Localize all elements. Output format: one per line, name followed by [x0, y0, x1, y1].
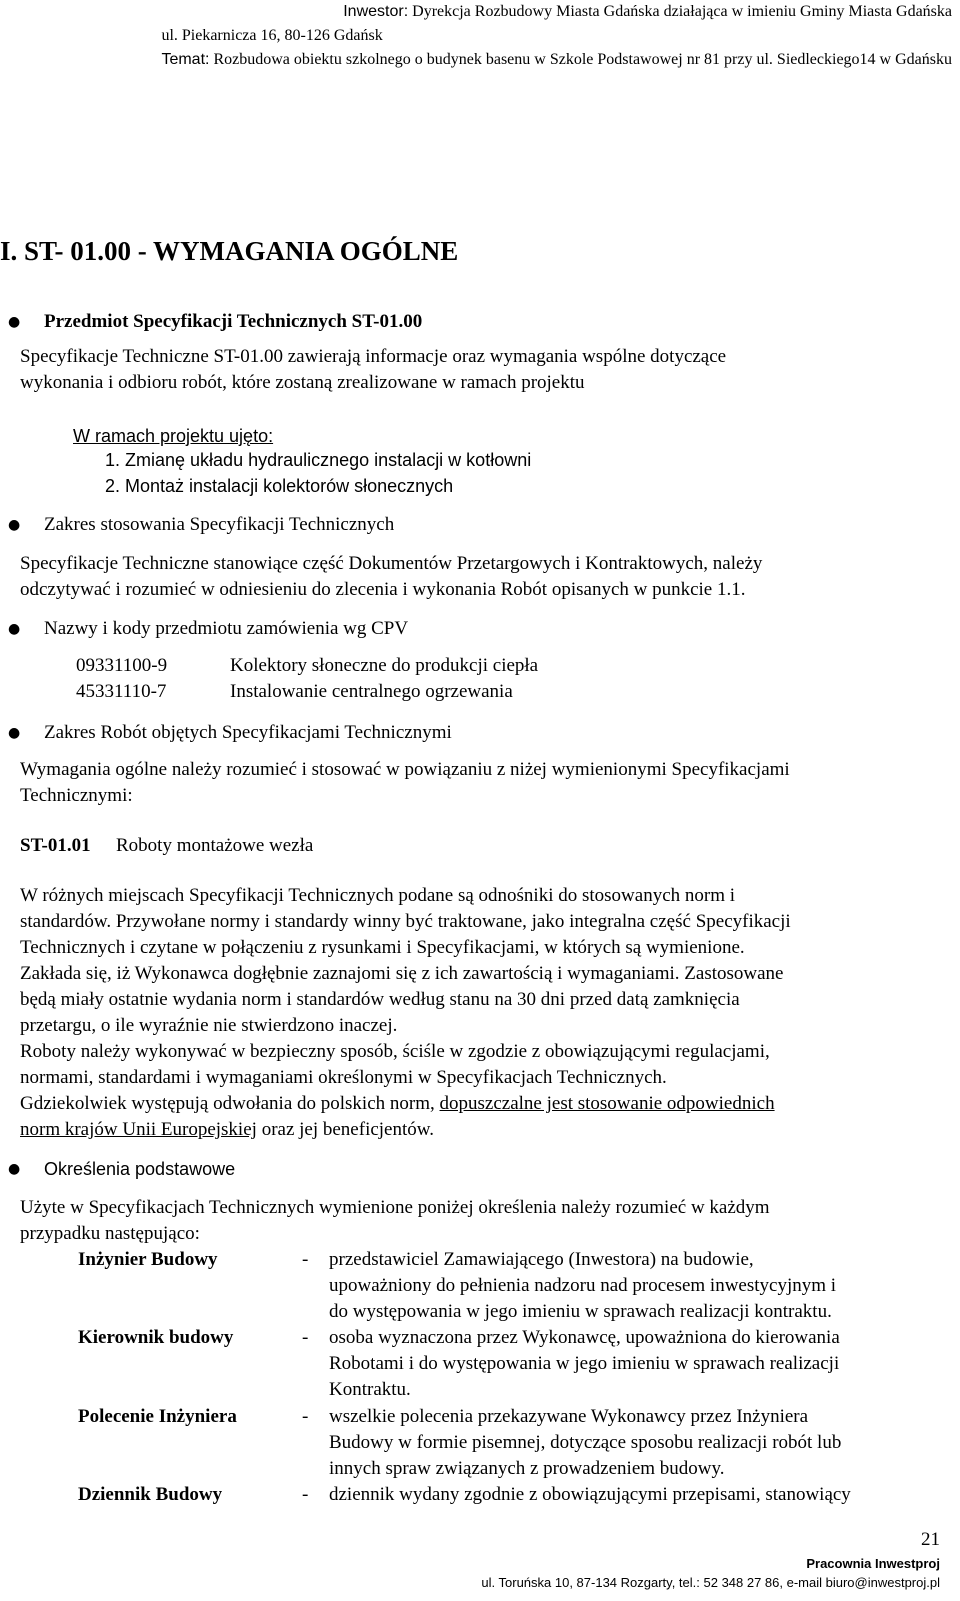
sec4-last-line1: Gdziekolwiek występują odwołania do polskich norm, dopuszczalne jest stosowanie odpowiednich	[20, 1093, 775, 1114]
sec2-line1: Specyfikacje Techniczne stanowiące część Dokumentów Przetargowych i Kontraktowych, należy	[20, 553, 763, 574]
sec4-heading: Zakres Robót objętych Specyfikacjami Technicznymi	[44, 722, 452, 743]
bullet-icon: ●	[8, 621, 21, 637]
sec1-line2: wykonania i odbioru robót, które zostaną zrealizowane w ramach projektu	[20, 372, 585, 393]
investor-value: Dyrekcja Rozbudowy Miasta Gdańska działająca w imieniu Gminy Miasta Gdańska	[412, 3, 952, 20]
cpv-code-1: 09331100-9	[76, 655, 168, 676]
sec4-p-line: Zakłada się, iż Wykonawca dogłębnie zaznajomi się z ich zawartością i wymaganiami. Zastosowane	[20, 963, 784, 984]
footer-brand: Pracownia Inwestproj	[806, 1556, 940, 1571]
topic-value: Rozbudowa obiektu szkolnego o budynek basenu w Szkole Podstawowej nr 81 przy ul. Siedleckiego14 w Gdańsku	[213, 51, 952, 68]
definition-text: wszelkie polecenia przekazywane Wykonawcy przez Inżyniera Budowy w formie pisemnej, dotyczące sposobu realizacji robót lub innych spraw związanych z prowadzeniem budowy.	[329, 1406, 842, 1479]
bullet-icon: ●	[8, 725, 21, 741]
definition-term: Inżynier Budowy	[78, 1249, 218, 1270]
definition-text: osoba wyznaczona przez Wykonawcę, upoważniona do kierowania Robotami i do występowania w jego imieniu w sprawach realizacji Kontraktu.	[329, 1327, 840, 1400]
sec4-p-line: W różnych miejscach Specyfikacji Technicznych podane są odnośniki do stosowanych norm i	[20, 885, 736, 906]
bullet-icon: ●	[8, 517, 21, 533]
investor-label: Inwestor:	[343, 3, 409, 20]
page-title: I. ST- 01.00 - WYMAGANIA OGÓLNE	[0, 236, 459, 266]
bullet-icon: ●	[8, 1161, 21, 1177]
page-number: 21	[921, 1529, 940, 1550]
sec2-line2: odczytywać i rozumieć w odniesieniu do zlecenia i wykonania Robót opisanych w punkcie 1.1.	[20, 579, 746, 600]
sec3-heading: Nazwy i kody przedmiotu zamówienia wg CPV	[44, 618, 409, 639]
sec5-heading: Określenia podstawowe	[44, 1159, 236, 1179]
sec4-p-line: Roboty należy wykonywać w bezpieczny sposób, ściśle w zgodzie z obowiązującymi regulacjami,	[20, 1041, 770, 1062]
cpv-code-2: 45331110-7	[76, 681, 167, 702]
document-page: Inwestor: Dyrekcja Rozbudowy Miasta Gdańska działająca w imieniu Gminy Miasta Gdańska ul. Piekarnicza 16, 80-126 Gdańsk Temat: Rozbudowa obiektu szkolnego o budynek basenu w Szkole Podstawowej nr 81 przy ul. Siedleckiego14 w Gdańsku I. ST- 01.00 - WYMAGANIA OGÓLNE ● Przedmiot Specyfikacji Technicznych ST-01.00 Specyfikacje Techniczne ST-01.00 zawierają informacje oraz wymagania wspólne dotyczące wykonania i odbioru robót, które zostaną zrealizowane w ramach projektu W ramach projektu ujęto: 1. Zmianę układu hydraulicznego instalacji w kotłowni 2. Montaż instalacji kolektorów słonecznych ● Zakres stosowania Specyfikacji Technicznych Specyfikacje Techniczne stanowiące część Dokumentów Przetargowych i Kontraktowych, należy odczytywać i rozumieć w odniesieniu do zlecenia i wykonania Robót opisanych w punkcie 1.1. ● Nazwy i kody przedmiotu zamówienia wg CPV 09331100-9 Kolektory słoneczne do produkcji ciepła 45331110-7 Instalowanie centralnego ogrzewania ● Zakres Robót objętych Specyfikacjami Technicznymi Wymagania ogólne należy rozumieć i stosować w powiązaniu z niżej wymienionymi Specyfikacjami Technicznymi: ST-01.01 Roboty montażowe wezła W różnych miejscach Specyfikacji Technicznych podane są odnośniki do stosowanych norm i standardów. Przywołane normy i standardy winny być traktowane, jako integralna część Specyfikacji Technicznych i czytane w połączeniu z rysunkami i Specyfikacjami, w których są wymienione. Zakłada się, iż Wykonawca dogłębnie zaznajomi się z ich zawartością i wymaganiami. Zastosowane będą miały ostatnie wydania norm i standardów według stanu na 30 dni przed datą zamknięcia przetargu, o ile wyraźnie nie stwierdzono inaczej. Roboty należy wykonywać w bezpieczny sposób, ściśle w zgodzie z obowiązującymi regulacjami, normami, standardami i wymaganiami określonymi w Specyfikacjach Technicznych. Gdziekolwiek występują odwołania do polskich norm, dopuszczalne jest stosowanie odpowiednich norm krajów Unii Europejskiej oraz jej beneficjentów. ● Określenia podstawowe Użyte w Specyfikacjach Technicznych wymienione poniżej określenia należy rozumieć w każdym przypadku następująco: Inżynier Budowy - przedstawiciel Zamawiającego (Inwestora) na budowie, upoważniony do pełnienia nadzoru nad procesem inwestycyjnym i do występowania w jego imieniu w sprawach realizacji kontraktu. Kierownik budowy - osoba wyznaczona przez Wykonawcę, upoważniona do kierowania Robotami i do występowania w jego imieniu w sprawach realizacji Kontraktu. Polecenie Inżyniera - wszelkie polecenia przekazywane Wykonawcy przez Inżyniera Budowy w formie pisemnej, dotyczące sposobu realizacji robót lub innych spraw związanych z prowadzeniem budowy. Dziennik Budowy - dziennik wydany zgodnie z obowiązującymi przepisami, stanowiący 21 Pracownia Inwestproj ul. Toruńska 10, 87-134 Rozgarty, tel.: 52 348 27 86, e-mail biuro@inwestproj.pl	[0, 0, 960, 1601]
definition-term: Dziennik Budowy	[78, 1484, 223, 1505]
scope-item-2: 2. Montaż instalacji kolektorów słonecznych	[105, 476, 454, 496]
underlined-text: dopuszczalne jest stosowanie odpowiednich	[439, 1093, 775, 1114]
st-desc: Roboty montażowe wezła	[116, 835, 314, 856]
st-code: ST-01.01	[20, 835, 91, 856]
document-header	[161, 0, 952, 72]
sec4-p-line: Technicznych i czytane w połączeniu z rysunkami i Specyfikacjami, w których są wymienione.	[20, 937, 745, 958]
sec4-p-line: przetargu, o ile wyraźnie nie stwierdzono inaczej.	[20, 1015, 398, 1036]
sec4-line1: Wymagania ogólne należy rozumieć i stosować w powiązaniu z niżej wymienionymi Specyfikacjami	[20, 759, 790, 780]
topic-label: Temat:	[161, 51, 210, 68]
sec4-line2: Technicznymi:	[20, 785, 133, 806]
definition-term: Kierownik budowy	[78, 1327, 234, 1348]
sec2-heading: Zakres stosowania Specyfikacji Technicznych	[44, 514, 395, 535]
definition-term: Polecenie Inżyniera	[78, 1406, 237, 1427]
sec4-p-line: będą miały ostatnie wydania norm i standardów według stanu na 30 dni przed datą zamknięcia	[20, 989, 740, 1010]
bullet-icon: ●	[8, 314, 21, 330]
sec4-p-line: standardów. Przywołane normy i standardy winny być traktowane, jako integralna część Specyfikacji	[20, 911, 791, 932]
cpv-desc-2: Instalowanie centralnego ogrzewania	[230, 681, 513, 702]
sec5-line2: przypadku następująco:	[20, 1223, 200, 1244]
sec5-line1: Użyte w Specyfikacjach Technicznych wymienione poniżej określenia należy rozumieć w każdym	[20, 1197, 770, 1218]
investor-address: ul. Piekarnicza 16, 80-126 Gdańsk	[161, 27, 383, 44]
definition-text: dziennik wydany zgodnie z obowiązującymi przepisami, stanowiący	[329, 1484, 851, 1505]
underlined-text: norm krajów Unii Europejskiej	[20, 1119, 257, 1140]
sec4-last-line2: norm krajów Unii Europejskiej oraz jej beneficjentów.	[20, 1119, 435, 1140]
sec1-heading: Przedmiot Specyfikacji Technicznych ST-01.00	[44, 311, 423, 332]
cpv-desc-1: Kolektory słoneczne do produkcji ciepła	[230, 655, 539, 676]
footer-address: ul. Toruńska 10, 87-134 Rozgarty, tel.: 52 348 27 86, e-mail biuro@inwestproj.pl	[481, 1575, 940, 1590]
definition-text: przedstawiciel Zamawiającego (Inwestora) na budowie, upoważniony do pełnienia nadzoru nad procesem inwestycyjnym i do występowania w jego imieniu w sprawach realizacji kontraktu.	[329, 1249, 837, 1322]
sec4-p-line: normami, standardami i wymaganiami określonymi w Specyfikacjach Technicznych.	[20, 1067, 667, 1088]
scope-item-1: 1. Zmianę układu hydraulicznego instalacji w kotłowni	[105, 450, 532, 470]
scope-label: W ramach projektu ujęto:	[73, 426, 274, 446]
sec1-line1: Specyfikacje Techniczne ST-01.00 zawierają informacje oraz wymagania wspólne dotyczące	[20, 346, 727, 367]
